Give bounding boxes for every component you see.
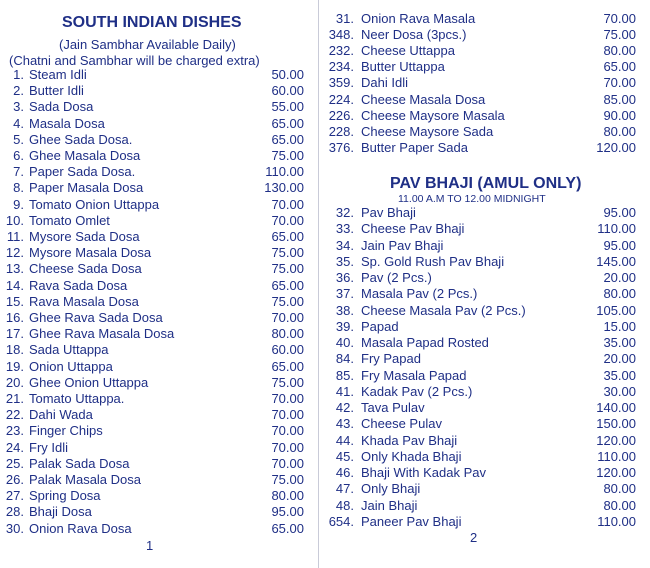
menu-item-number: 8. bbox=[13, 180, 24, 196]
menu-item-number: 26. bbox=[5, 472, 24, 487]
menu-item-number: 12. bbox=[5, 245, 24, 261]
menu-item-name: Palak Masala Dosa bbox=[29, 472, 141, 487]
menu-item-price: 80.00 bbox=[271, 488, 304, 504]
menu-item-name: Cheese Pulav bbox=[361, 416, 442, 432]
menu-item-price: 80.00 bbox=[271, 326, 304, 342]
menu-item-name: Onion Rava Masala bbox=[361, 11, 476, 26]
menu-item-price: 80.00 bbox=[603, 497, 636, 513]
menu-item-number: 2. bbox=[13, 83, 24, 99]
menu-item-number: 47. bbox=[335, 481, 354, 497]
menu-item-price: 70.00 bbox=[271, 391, 304, 406]
menu-item-name: Masala Dosa bbox=[29, 115, 105, 131]
menu-item-row bbox=[0, 375, 310, 391]
menu-item-name: Sp. Gold Rush Pav Bhaji bbox=[361, 253, 505, 269]
menu-item-price: 80.00 bbox=[603, 123, 636, 139]
menu-item-name: Fry Masala Papad bbox=[361, 367, 467, 383]
menu-item-number: 28. bbox=[5, 504, 24, 520]
menu-item-price: 65.00 bbox=[603, 59, 636, 75]
menu-item-price: 75.00 bbox=[603, 27, 636, 43]
menu-item-number: 23. bbox=[5, 423, 24, 439]
menu-item-row bbox=[320, 221, 640, 237]
menu-item-price: 20.00 bbox=[603, 351, 636, 367]
menu-item-number: 14. bbox=[5, 277, 24, 293]
menu-item-name: Ghee Sada Dosa. bbox=[29, 131, 133, 147]
menu-item-number: 45. bbox=[335, 448, 354, 464]
menu-item-number: 13. bbox=[5, 261, 24, 277]
menu-item-row bbox=[0, 407, 310, 423]
menu-item-row bbox=[320, 108, 640, 124]
menu-item-number: 25. bbox=[5, 455, 24, 471]
menu-item-name: Tava Pulav bbox=[361, 400, 425, 415]
menu-item-price: 150.00 bbox=[596, 416, 636, 432]
menu-item-price: 120.00 bbox=[596, 139, 636, 155]
menu-item-row bbox=[0, 261, 310, 277]
menu-item-name: Cheese Pav Bhaji bbox=[361, 221, 465, 237]
jain-sambhar-note: (Jain Sambhar Available Daily) bbox=[59, 37, 236, 52]
menu-item-row bbox=[320, 498, 640, 514]
menu-item-name: Butter Idli bbox=[29, 83, 84, 99]
menu-item-price: 80.00 bbox=[603, 43, 636, 59]
menu-item-row bbox=[0, 164, 310, 180]
menu-item-name: Rava Masala Dosa bbox=[29, 293, 139, 309]
menu-item-number: 18. bbox=[5, 342, 24, 358]
menu-item-number: 232. bbox=[328, 43, 354, 59]
menu-item-name: Cheese Masala Pav (2 Pcs.) bbox=[361, 302, 526, 318]
menu-item-number: 84. bbox=[335, 351, 354, 367]
chatni-sambhar-note: (Chatni and Sambhar will be charged extra) bbox=[9, 53, 260, 68]
menu-item-name: Cheese Masala Dosa bbox=[361, 91, 486, 107]
menu-item-row bbox=[0, 245, 310, 261]
menu-item-number: 46. bbox=[335, 465, 354, 480]
menu-item-name: Jain Pav Bhaji bbox=[361, 237, 444, 253]
menu-item-name: Masala Papad Rosted bbox=[361, 335, 489, 350]
menu-item-number: 9. bbox=[13, 196, 24, 212]
menu-item-price: 70.00 bbox=[271, 196, 304, 212]
menu-item-row bbox=[0, 359, 310, 375]
menu-item-row bbox=[320, 92, 640, 108]
menu-item-number: 38. bbox=[335, 302, 354, 318]
menu-item-price: 60.00 bbox=[271, 83, 304, 99]
menu-item-row bbox=[320, 238, 640, 254]
menu-item-row bbox=[0, 423, 310, 439]
menu-item-price: 75.00 bbox=[271, 261, 304, 277]
menu-item-price: 55.00 bbox=[271, 99, 304, 115]
menu-item-number: 1. bbox=[13, 67, 24, 82]
menu-item-row bbox=[320, 416, 640, 432]
menu-item-number: 35. bbox=[335, 253, 354, 269]
menu-item-number: 44. bbox=[335, 432, 354, 448]
menu-item-number: 41. bbox=[335, 383, 354, 399]
menu-item-name: Kadak Pav (2 Pcs.) bbox=[361, 383, 473, 399]
menu-item-price: 110.00 bbox=[597, 513, 636, 529]
menu-item-number: 3. bbox=[13, 99, 24, 115]
menu-item-row bbox=[320, 303, 640, 319]
menu-item-name: Pav (2 Pcs.) bbox=[361, 270, 432, 285]
menu-item-name: Cheese Maysore Masala bbox=[361, 107, 505, 123]
menu-item-row bbox=[0, 116, 310, 132]
menu-item-number: 31. bbox=[335, 11, 354, 26]
menu-item-number: 39. bbox=[335, 318, 354, 334]
menu-item-name: Ghee Rava Sada Dosa bbox=[29, 310, 163, 325]
menu-item-row bbox=[0, 440, 310, 456]
menu-item-number: 40. bbox=[335, 335, 354, 350]
menu-item-number: 22. bbox=[5, 407, 24, 423]
menu-item-row bbox=[320, 140, 640, 156]
menu-item-row bbox=[0, 278, 310, 294]
menu-item-row bbox=[320, 481, 640, 497]
column-divider bbox=[318, 0, 319, 568]
menu-item-price: 145.00 bbox=[596, 253, 636, 269]
menu-item-name: Fry Idli bbox=[29, 439, 68, 455]
menu-item-price: 110.00 bbox=[265, 164, 304, 180]
menu-item-price: 110.00 bbox=[597, 221, 636, 237]
menu-item-name: Only Khada Bhaji bbox=[361, 448, 462, 464]
menu-item-name: Sada Dosa bbox=[29, 99, 94, 115]
menu-item-name: Cheese Uttappa bbox=[361, 43, 455, 59]
menu-item-name: Ghee Masala Dosa bbox=[29, 148, 141, 163]
menu-item-price: 70.00 bbox=[271, 212, 304, 228]
menu-item-name: Masala Pav (2 Pcs.) bbox=[361, 286, 478, 302]
menu-item-row bbox=[0, 229, 310, 245]
menu-item-row bbox=[0, 310, 310, 326]
menu-item-price: 20.00 bbox=[603, 270, 636, 285]
menu-item-row bbox=[0, 391, 310, 407]
menu-item-price: 35.00 bbox=[603, 335, 636, 350]
menu-item-name: Ghee Onion Uttappa bbox=[29, 374, 149, 390]
section-title-pav-bhaji: PAV BHAJI (AMUL ONLY) bbox=[390, 175, 582, 192]
menu-item-number: 43. bbox=[335, 416, 354, 432]
menu-item-row bbox=[320, 254, 640, 270]
menu-item-number: 34. bbox=[335, 237, 354, 253]
menu-item-number: 10. bbox=[5, 212, 24, 228]
menu-item-name: Dahi Idli bbox=[361, 75, 408, 91]
menu-item-price: 75.00 bbox=[271, 472, 304, 487]
menu-item-row bbox=[0, 504, 310, 520]
menu-item-row bbox=[320, 449, 640, 465]
menu-item-price: 65.00 bbox=[271, 229, 304, 244]
menu-item-name: Mysore Masala Dosa bbox=[29, 245, 152, 261]
menu-item-number: 20. bbox=[5, 374, 24, 390]
menu-item-number: 654. bbox=[328, 513, 354, 529]
menu-item-price: 70.00 bbox=[271, 310, 304, 325]
menu-item-name: Butter Uttappa bbox=[361, 59, 445, 75]
menu-item-name: Tomato Onion Uttappa bbox=[29, 196, 160, 212]
menu-item-name: Tomato Uttappa. bbox=[29, 391, 125, 406]
menu-item-price: 105.00 bbox=[596, 302, 636, 318]
menu-item-row bbox=[0, 326, 310, 342]
menu-item-price: 85.00 bbox=[603, 91, 636, 107]
menu-item-price: 30.00 bbox=[603, 383, 636, 399]
menu-item-name: Bhaji Dosa bbox=[29, 504, 92, 520]
menu-item-row bbox=[320, 124, 640, 140]
menu-item-number: 36. bbox=[335, 270, 354, 285]
menu-item-price: 60.00 bbox=[271, 342, 304, 358]
menu-item-number: 24. bbox=[5, 439, 24, 455]
menu-item-name: Papad bbox=[361, 318, 399, 334]
menu-item-name: Steam Idli bbox=[29, 67, 87, 82]
menu-item-price: 80.00 bbox=[603, 286, 636, 302]
menu-item-row bbox=[320, 335, 640, 351]
menu-item-number: 42. bbox=[335, 400, 354, 415]
menu-item-row bbox=[320, 75, 640, 91]
menu-item-price: 15.00 bbox=[603, 318, 636, 334]
menu-item-number: 85. bbox=[335, 367, 354, 383]
menu-item-row bbox=[0, 488, 310, 504]
menu-item-row bbox=[320, 286, 640, 302]
menu-item-row bbox=[0, 148, 310, 164]
menu-item-number: 48. bbox=[335, 497, 354, 513]
menu-item-name: Mysore Sada Dosa bbox=[29, 229, 140, 244]
menu-item-name: Ghee Rava Masala Dosa bbox=[29, 326, 175, 342]
menu-item-row bbox=[320, 514, 640, 530]
menu-item-number: 228. bbox=[328, 123, 354, 139]
menu-item-number: 5. bbox=[13, 131, 24, 147]
menu-item-row bbox=[0, 294, 310, 310]
menu-item-number: 27. bbox=[5, 488, 24, 504]
menu-item-name: Rava Sada Dosa bbox=[29, 277, 128, 293]
menu-item-price: 130.00 bbox=[264, 180, 304, 196]
menu-item-row bbox=[0, 521, 310, 537]
menu-item-row bbox=[0, 99, 310, 115]
menu-item-number: 226. bbox=[328, 107, 354, 123]
menu-item-price: 70.00 bbox=[271, 407, 304, 423]
menu-item-name: Tomato Omlet bbox=[29, 212, 110, 228]
menu-item-price: 70.00 bbox=[603, 75, 636, 91]
menu-item-number: 11. bbox=[6, 229, 24, 244]
menu-item-price: 95.00 bbox=[603, 205, 636, 220]
menu-item-name: Sada Uttappa bbox=[29, 342, 109, 358]
menu-item-row bbox=[320, 27, 640, 43]
menu-item-price: 80.00 bbox=[603, 481, 636, 497]
menu-item-price: 50.00 bbox=[271, 67, 304, 82]
menu-item-row bbox=[320, 400, 640, 416]
menu-item-number: 7. bbox=[13, 164, 24, 180]
menu-item-number: 15. bbox=[5, 293, 24, 309]
menu-item-number: 376. bbox=[328, 139, 354, 155]
menu-item-name: Butter Paper Sada bbox=[361, 139, 468, 155]
menu-item-name: Neer Dosa (3pcs.) bbox=[361, 27, 467, 43]
menu-item-number: 21. bbox=[5, 391, 24, 406]
menu-item-price: 75.00 bbox=[271, 374, 304, 390]
menu-item-name: Cheese Sada Dosa bbox=[29, 261, 142, 277]
menu-item-row bbox=[320, 11, 640, 27]
menu-item-row bbox=[320, 465, 640, 481]
menu-item-number: 234. bbox=[328, 59, 354, 75]
menu-item-row bbox=[320, 368, 640, 384]
menu-item-price: 120.00 bbox=[596, 465, 636, 480]
menu-item-name: Pav Bhaji bbox=[361, 205, 416, 220]
menu-item-price: 95.00 bbox=[271, 504, 304, 520]
menu-item-name: Onion Uttappa bbox=[29, 358, 113, 374]
menu-item-number: 17. bbox=[5, 326, 24, 342]
menu-item-number: 37. bbox=[335, 286, 354, 302]
menu-item-price: 75.00 bbox=[271, 245, 304, 261]
menu-item-row bbox=[0, 472, 310, 488]
menu-item-price: 95.00 bbox=[603, 237, 636, 253]
page-number-left: 1 bbox=[146, 538, 154, 553]
menu-item-name: Dahi Wada bbox=[29, 407, 93, 423]
menu-item-name: Onion Rava Dosa bbox=[29, 520, 132, 536]
menu-item-row bbox=[320, 270, 640, 286]
menu-item-row bbox=[320, 433, 640, 449]
menu-item-name: Finger Chips bbox=[29, 423, 103, 439]
menu-item-name: Paper Sada Dosa. bbox=[29, 164, 136, 180]
menu-item-price: 110.00 bbox=[597, 448, 636, 464]
menu-item-number: 348. bbox=[328, 27, 354, 43]
menu-item-number: 4. bbox=[13, 115, 24, 131]
menu-item-row bbox=[320, 59, 640, 75]
menu-item-price: 65.00 bbox=[271, 131, 304, 147]
menu-item-price: 70.00 bbox=[271, 439, 304, 455]
menu-item-name: Spring Dosa bbox=[29, 488, 101, 504]
menu-item-name: Only Bhaji bbox=[361, 481, 421, 497]
menu-item-name: Palak Sada Dosa bbox=[29, 455, 130, 471]
menu-item-number: 224. bbox=[328, 91, 354, 107]
menu-item-price: 75.00 bbox=[271, 293, 304, 309]
menu-item-name: Bhaji With Kadak Pav bbox=[361, 465, 487, 480]
menu-item-price: 75.00 bbox=[271, 148, 304, 163]
page-number-right: 2 bbox=[470, 530, 478, 545]
menu-item-number: 19. bbox=[5, 358, 24, 374]
menu-item-price: 140.00 bbox=[596, 400, 636, 415]
menu-item-price: 65.00 bbox=[271, 277, 304, 293]
menu-item-row bbox=[320, 319, 640, 335]
menu-item-row bbox=[0, 180, 310, 196]
menu-item-name: Paper Masala Dosa bbox=[29, 180, 144, 196]
menu-item-price: 70.00 bbox=[271, 423, 304, 439]
menu-item-name: Khada Pav Bhaji bbox=[361, 432, 458, 448]
menu-item-name: Cheese Maysore Sada bbox=[361, 123, 494, 139]
menu-item-row bbox=[0, 67, 310, 83]
menu-item-row bbox=[0, 197, 310, 213]
menu-item-number: 16. bbox=[5, 310, 24, 325]
menu-item-row bbox=[320, 351, 640, 367]
menu-item-row bbox=[0, 342, 310, 358]
section-title-south-indian: SOUTH INDIAN DISHES bbox=[62, 14, 242, 31]
menu-item-number: 6. bbox=[13, 148, 24, 163]
menu-item-price: 70.00 bbox=[603, 11, 636, 26]
menu-item-price: 65.00 bbox=[271, 358, 304, 374]
menu-item-price: 65.00 bbox=[271, 115, 304, 131]
menu-item-name: Paneer Pav Bhaji bbox=[361, 513, 462, 529]
menu-item-price: 35.00 bbox=[603, 367, 636, 383]
menu-item-price: 70.00 bbox=[271, 455, 304, 471]
pav-bhaji-hours: 11.00 A.M TO 12.00 MIDNIGHT bbox=[398, 193, 546, 205]
menu-item-name: Jain Bhaji bbox=[361, 497, 418, 513]
menu-item-price: 120.00 bbox=[596, 432, 636, 448]
menu-item-number: 32. bbox=[335, 205, 354, 220]
menu-item-row bbox=[0, 213, 310, 229]
menu-item-row bbox=[0, 456, 310, 472]
menu-item-price: 90.00 bbox=[603, 107, 636, 123]
menu-item-row bbox=[320, 43, 640, 59]
menu-item-row bbox=[0, 132, 310, 148]
menu-item-price: 65.00 bbox=[271, 520, 304, 536]
menu-item-number: 359. bbox=[328, 75, 354, 91]
menu-item-row bbox=[0, 83, 310, 99]
menu-item-name: Fry Papad bbox=[361, 351, 421, 367]
menu-item-row bbox=[320, 205, 640, 221]
menu-item-row bbox=[320, 384, 640, 400]
menu-item-number: 30. bbox=[5, 520, 24, 536]
menu-item-number: 33. bbox=[335, 221, 354, 237]
